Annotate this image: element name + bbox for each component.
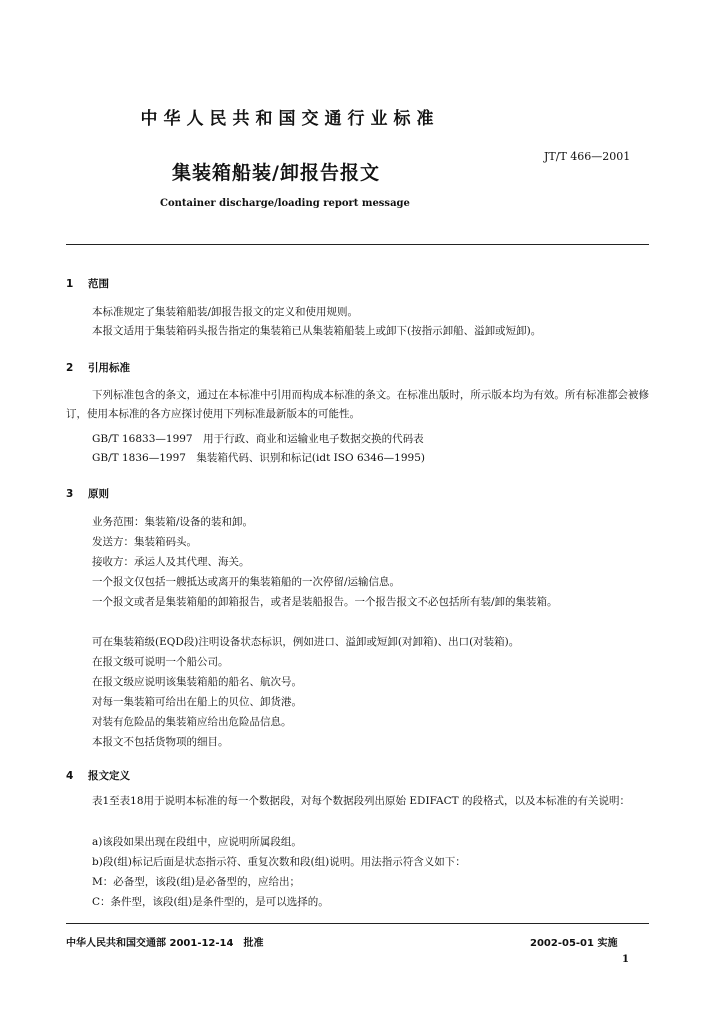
principle-shipping-company: 在报文级可说明一个船公司。 xyxy=(92,656,229,668)
standard-organization: 中华人民共和国交通行业标准 xyxy=(140,109,440,129)
standard-code: JT/T 466—2001 xyxy=(544,150,631,163)
document-title: 集装箱船装/卸报告报文 xyxy=(172,162,380,184)
principle-receiver: 接收方：承运人及其代理、海关。 xyxy=(92,556,250,568)
section-3-heading xyxy=(66,486,109,501)
principle-bay-position: 对每一集装箱可给出在船上的贝位、卸货港。 xyxy=(92,696,302,708)
section-title: 范围 xyxy=(88,278,109,290)
section-number: 3 xyxy=(66,488,74,500)
definition-item-b: b)段(组)标记后面是状态指示符、重复次数和段(组)说明。用法指示符含义如下： xyxy=(92,856,466,868)
section-4-paragraph-1: 表1至表18用于说明本标准的每一个数据段，对每个数据段列出原始 EDIFACT 的段格式，以及本标准的有关说明： xyxy=(92,795,630,807)
section-1-heading xyxy=(66,276,109,291)
english-title: Container discharge/loading report message xyxy=(160,198,410,209)
section-title: 引用标准 xyxy=(88,362,130,374)
implementation-date: 2002-05-01 实施 xyxy=(530,938,618,949)
section-number: 1 xyxy=(66,278,74,290)
section-2-heading xyxy=(66,360,130,375)
section-number: 4 xyxy=(66,770,74,782)
usage-mandatory: M：必备型，该段(组)是必备型的，应给出； xyxy=(92,876,300,888)
section-title: 报文定义 xyxy=(88,770,130,782)
definition-item-a: a)该段如果出现在段组中，应说明所属段组。 xyxy=(92,836,302,848)
principle-dangerous-goods: 对装有危险品的集装箱应给出危险品信息。 xyxy=(92,716,292,728)
section-4-heading xyxy=(66,768,130,783)
principle-vessel-name: 在报文级应说明该集装箱船的船名、航次号。 xyxy=(92,676,302,688)
principle-equipment-status: 可在集装箱级(EQD段)注明设备状态标识，例如进口、溢卸或短卸(对卸箱)、出口(对装箱)。 xyxy=(92,636,520,648)
reference-standard-2: GB/T 1836—1997 集装箱代码、识别和标记(idt ISO 6346—1995) xyxy=(92,452,425,464)
section-2-paragraph-1: 下列标准包含的条文，通过在本标准中引用而构成本标准的条文。在标准出版时，所示版本均为有效。所有标准都会被修订，使用本标准的各方应探讨使用下列标准最新版本的可能性。 xyxy=(66,389,649,420)
section-number: 2 xyxy=(66,362,74,374)
reference-standard-1: GB/T 16833—1997 用于行政、商业和运输业电子数据交换的代码表 xyxy=(92,433,424,445)
section-1-paragraph-1: 本标准规定了集装箱船装/卸报告报文的定义和使用规则。 xyxy=(92,306,359,318)
approval-statement: 中华人民共和国交通部 2001-12-14 批准 xyxy=(66,938,264,949)
header-divider xyxy=(66,244,649,245)
principle-no-cargo-details: 本报文不包括货物项的细目。 xyxy=(92,736,229,748)
page-number: 1 xyxy=(622,954,629,965)
footer-divider xyxy=(66,923,649,924)
section-title: 原则 xyxy=(88,488,109,500)
section-1-paragraph-2: 本报文适用于集装箱码头报告指定的集装箱已从集装箱船装上或卸下(按指示卸船、溢卸或短卸)。 xyxy=(92,325,542,337)
usage-conditional: C：条件型，该段(组)是条件型的，是可以选择的。 xyxy=(92,896,329,908)
principle-scope: 业务范围：集装箱/设备的装和卸。 xyxy=(92,516,254,528)
principle-report-type: 一个报文或者是集装箱船的卸箱报告，或者是装船报告。一个报告报文不必包括所有装/卸的集装箱。 xyxy=(92,596,558,608)
principle-single-voyage: 一个报文仅包括一艘抵达或离开的集装箱船的一次停留/运输信息。 xyxy=(92,576,401,588)
principle-sender: 发送方：集装箱码头。 xyxy=(92,536,197,548)
